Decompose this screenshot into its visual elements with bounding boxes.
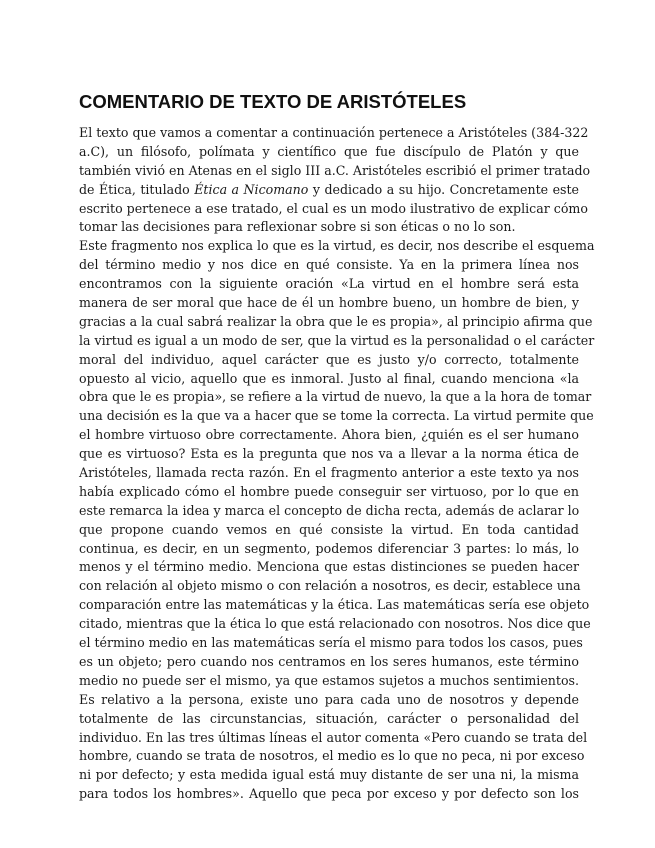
text-line: gracias a la cual sabrá realizar la obra que le es propia», al principio afirma que — [79, 313, 593, 329]
text-line: totalmente de las circunstancias, situación, carácter o personalidad del — [79, 710, 579, 726]
text-line: el hombre virtuoso obre correctamente. Ahora bien, ¿quién es el ser humano — [79, 427, 579, 443]
text-line: medio no puede ser el mismo, ya que estamos sujetos a muchos sentimientos. — [79, 672, 579, 688]
text-line: a.C), un filósofo, polímata y científico que fue discípulo de Platón y que — [79, 143, 579, 159]
text-line: con relación al objeto mismo o con relación a nosotros, es decir, establece una — [79, 578, 581, 594]
text-line: tomar las decisiones para reflexionar sobre si son éticas o no lo son. — [79, 219, 516, 235]
text-line: opuesto al vicio, aquello que es inmoral. Justo al final, cuando menciona «la — [79, 370, 579, 386]
text-line: citado, mientras que la ética lo que está relacionado con nosotros. Nos dice que — [79, 616, 591, 632]
text-line: que propone cuando vemos en qué consiste la virtud. En toda cantidad — [79, 521, 579, 537]
text-line — [79, 181, 579, 200]
text-line: individuo. En las tres últimas líneas el autor comenta «Pero cuando se trata del — [79, 729, 588, 745]
text-line: Es relativo a la persona, existe uno para cada uno de nosotros y depende — [79, 691, 579, 707]
document-title: COMENTARIO DE TEXTO DE ARISTÓTELES — [79, 91, 467, 112]
text-line: del término medio y nos dice en qué consiste. Ya en la primera línea nos — [79, 257, 579, 273]
text-line: es un objeto; pero cuando nos centramos en los seres humanos, este término — [79, 653, 579, 669]
text-line: escrito pertenece a ese tratado, el cual es un modo ilustrativo de explicar cómo — [79, 200, 588, 216]
text-line: para todos los hombres». Aquello que peca por exceso y por defecto son los — [79, 786, 579, 802]
text-line: el término medio en las matemáticas sería el mismo para todos los casos, pues — [79, 635, 583, 651]
text-line: este remarca la idea y marca el concepto de dicha recta, además de aclarar lo — [79, 502, 580, 518]
text-line: comparación entre las matemáticas y la ética. Las matemáticas sería ese objeto — [79, 597, 590, 613]
text-line: encontramos con la siguiente oración «La virtud en el hombre será esta — [79, 276, 579, 292]
text-line: que es virtuoso? Esta es la pregunta que nos va a llevar a la norma ética de — [79, 446, 579, 462]
text-line: Este fragmento nos explica lo que es la virtud, es decir, nos describe el esquema — [79, 238, 595, 254]
text-line: Aristóteles, llamada recta razón. En el fragmento anterior a este texto ya nos — [79, 465, 579, 481]
text-line: la virtud es igual a un modo de ser, que la virtud es la personalidad o el carácter — [79, 332, 595, 348]
book-title: Ética a Nicomano — [194, 181, 309, 197]
text-line: había explicado cómo el hombre puede conseguir ser virtuoso, por lo que en — [79, 483, 579, 499]
text-line: también vivió en Atenas en el siglo III a.C. Aristóteles escribió el primer tratado — [79, 162, 591, 178]
text-segment: de Ética, titulado — [79, 181, 195, 197]
text-line: una decisión es la que va a hacer que se tome la correcta. La virtud permite que — [79, 408, 594, 424]
text-line: obra que le es propia», se refiere a la virtud de nuevo, la que a la hora de tomar — [79, 389, 592, 405]
document-body — [79, 124, 595, 804]
text-line: moral del individuo, aquel carácter que es justo y/o correcto, totalmente — [79, 351, 579, 367]
text-line: El texto que vamos a comentar a continuación pertenece a Aristóteles (384-322 — [79, 125, 589, 140]
text-segment: y dedicado a su hijo. Concretamente este — [308, 181, 580, 197]
text-line: continua, es decir, en un segmento, podemos diferenciar 3 partes: lo más, lo — [79, 540, 579, 556]
text-line: ni por defecto; y esta medida igual está muy distante de ser una ni, la misma — [79, 767, 579, 783]
text-line: hombre, cuando se trata de nosotros, el medio es lo que no peca, ni por exceso — [79, 748, 585, 764]
text-line: manera de ser moral que hace de él un hombre bueno, un hombre de bien, y — [79, 295, 579, 311]
text-line: menos y el término medio. Menciona que estas distinciones se pueden hacer — [79, 559, 579, 575]
